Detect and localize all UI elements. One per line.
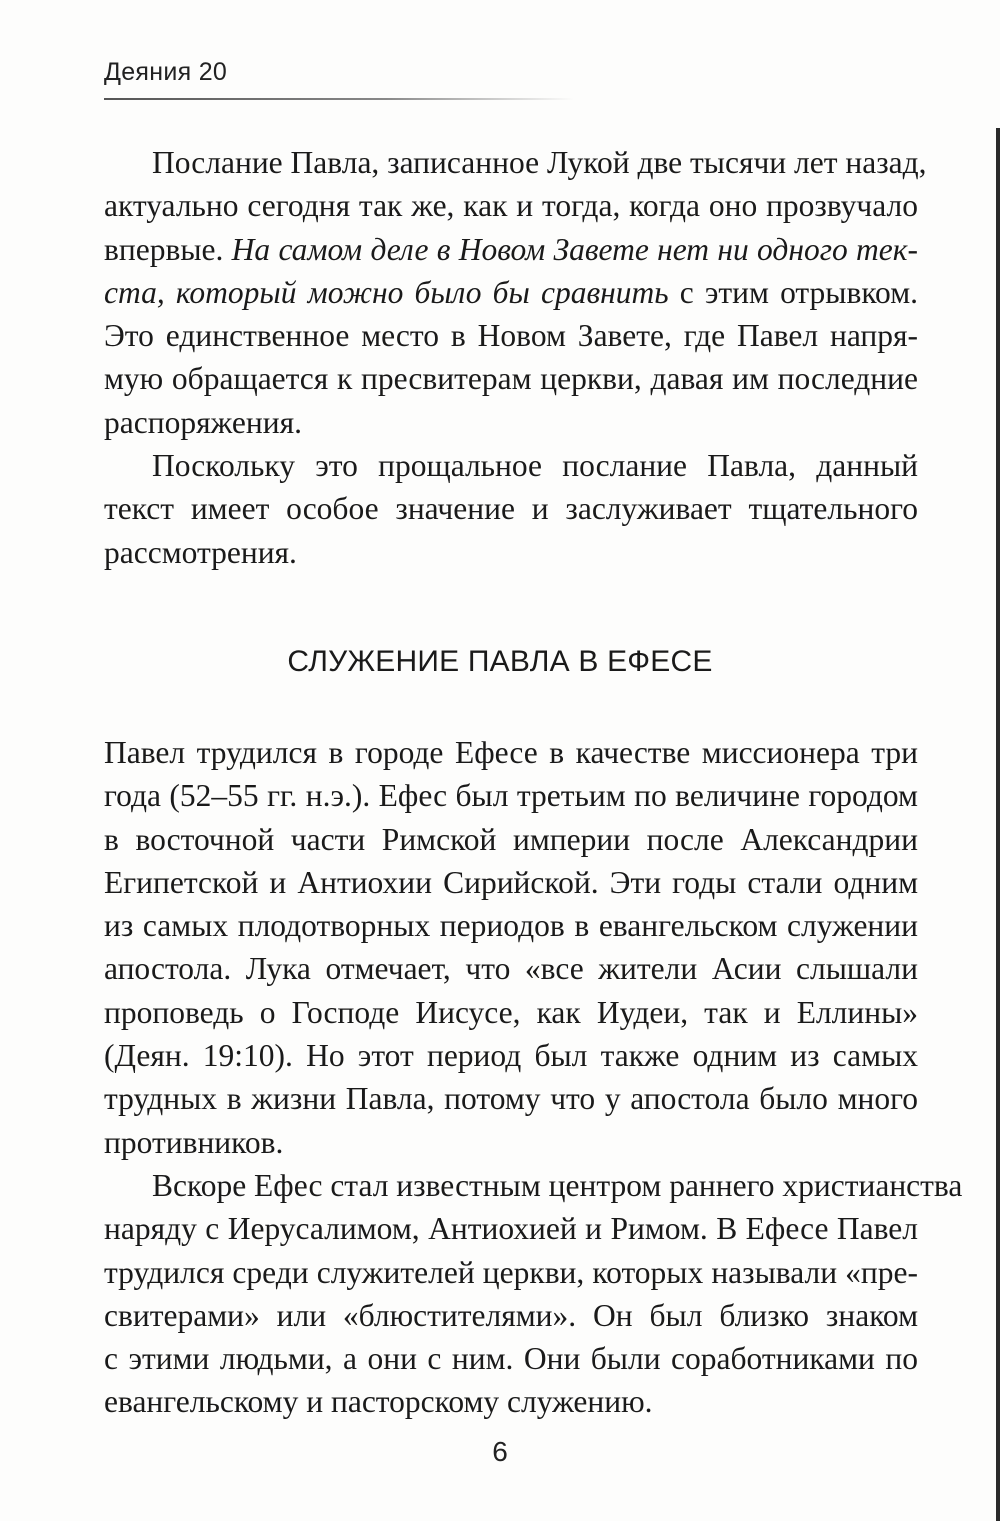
text-line: противников. [104, 1124, 284, 1160]
text-line: Египетской и Антиохии Сирийской. Эти годы стали одним [104, 864, 918, 900]
header-rule [104, 98, 574, 100]
section-paragraph-1 [104, 731, 918, 1164]
text-line: апостола. Лука отмечает, что «все жители Асии слышали [104, 951, 918, 987]
intro-paragraph-1 [104, 141, 927, 444]
text-line: рассмотрения. [104, 534, 297, 570]
text-line: Это единственное место в Новом Завете, где Павел напря- [104, 318, 918, 354]
italic-run: ста, который можно было бы сравнить [104, 274, 669, 310]
text-line: проповедь о Господе Иисусе, как Иудеи, так и Еллины» [104, 994, 918, 1030]
intro-text [104, 141, 927, 574]
text-line: евангельскому и пасторскому служению. [104, 1384, 653, 1420]
text-line-mixed [104, 271, 918, 314]
text-line: (Деян. 19:10). Но этот период был также одним из самых [104, 1038, 918, 1074]
page-edge-shadow [996, 128, 1000, 1521]
text-line-mixed [104, 228, 918, 271]
text-line: актуально сегодня так же, как и тогда, когда оно прозвучало [104, 188, 918, 224]
text-line: распоряжения. [104, 404, 302, 440]
intro-paragraph-2 [104, 444, 918, 574]
section-paragraph-2 [104, 1164, 963, 1424]
text-line: Послание Павла, записанное Лукой две тысячи лет назад, [152, 145, 927, 180]
text-line: из самых плодотворных периодов в евангельском служении [104, 908, 918, 944]
text-run: с этим отрывком. [668, 274, 919, 310]
text-line: в восточной части Римской империи после Александрии [104, 821, 918, 857]
text-line: года (52–55 гг. н.э.). Ефес был третьим по величине городом [104, 778, 918, 814]
section-text [104, 731, 963, 1424]
italic-run: На самом деле в Новом Завете нет ни одного тек- [231, 231, 918, 267]
text-line: трудных в жизни Павла, потому что у апостола было много [104, 1081, 918, 1117]
text-line: с этими людьми, а они с ним. Они были соработниками по [104, 1341, 918, 1377]
text-line: Павел трудился в городе Ефесе в качестве миссионера три [104, 735, 918, 770]
text-line: Вскоре Ефес стал известным центром раннего христианства [152, 1167, 963, 1203]
text-line: Поскольку это прощальное послание Павла, данный [152, 448, 918, 484]
text-line: мую обращается к пресвитерам церкви, давая им последние [104, 361, 918, 397]
text-line: трудился среди служителей церкви, которых называли «пре- [104, 1254, 918, 1290]
running-head: Деяния 20 [104, 58, 228, 86]
text-line: текст имеет особое значение и заслуживает тщательного [104, 491, 918, 527]
text-line: свитерами» или «блюстителями». Он был близко знаком [104, 1297, 918, 1333]
text-run: впервые. [104, 231, 232, 267]
text-line: наряду с Иерусалимом, Антиохией и Римом. В Ефесе Павел [104, 1211, 918, 1247]
page-number: 6 [492, 1436, 508, 1467]
section-title: СЛУЖЕНИЕ ПАВЛА В ЕФЕСЕ [287, 645, 713, 678]
